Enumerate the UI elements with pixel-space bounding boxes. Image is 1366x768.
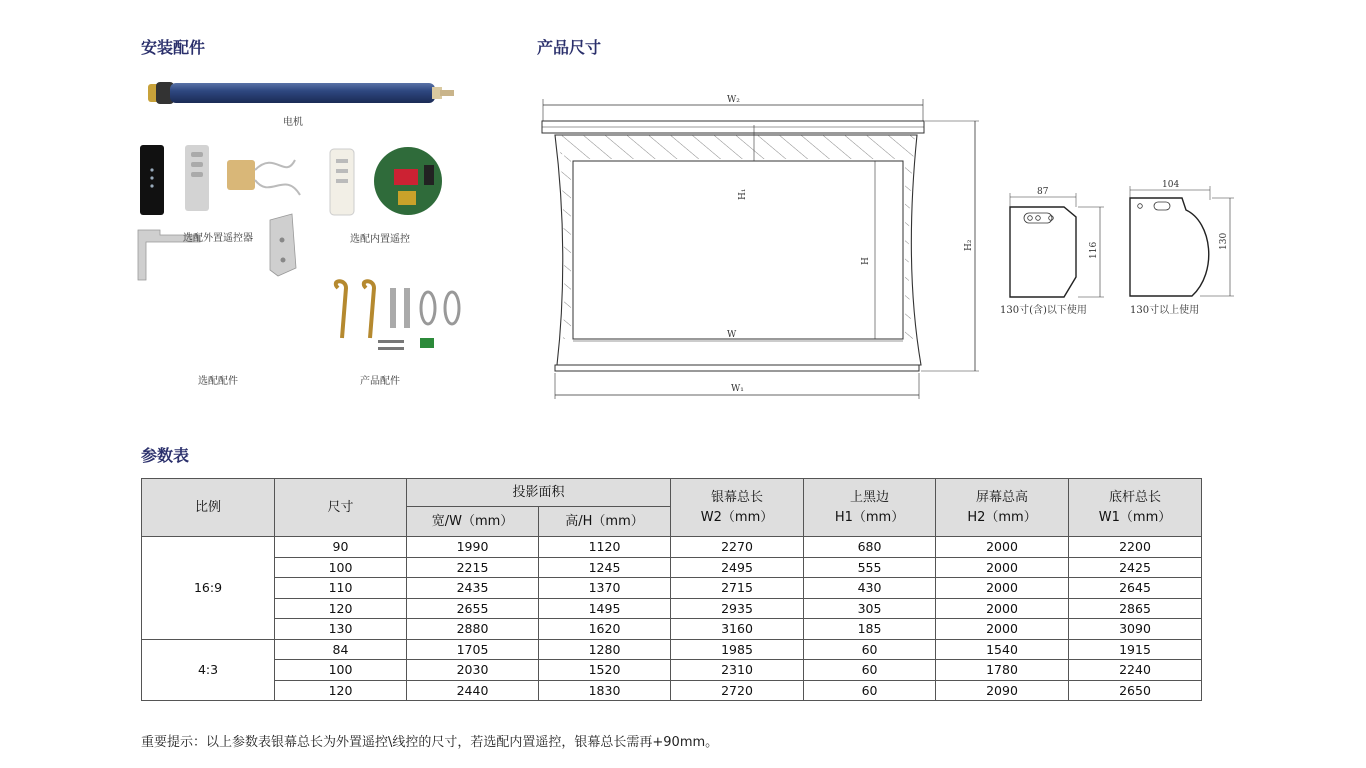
internal-remote-label: 选配内置遥控	[350, 234, 410, 245]
ratio-cell: 4:3	[142, 639, 275, 701]
table-row	[142, 680, 1202, 701]
cell-size: 100	[275, 660, 407, 681]
cell-h: 1280	[539, 639, 671, 660]
cell-w: 1990	[407, 537, 539, 558]
cell-w2: 2715	[671, 578, 804, 599]
cell-w1: 2645	[1069, 578, 1202, 599]
cell-w2: 2310	[671, 660, 804, 681]
cell-w1: 2240	[1069, 660, 1202, 681]
cell-h2: 2000	[936, 537, 1069, 558]
cell-size: 84	[275, 639, 407, 660]
cell-h2: 2000	[936, 557, 1069, 578]
w1-label: W₁	[731, 384, 744, 394]
spec-table	[141, 478, 1202, 701]
cell-w: 1705	[407, 639, 539, 660]
case-small-height: 116	[1089, 241, 1099, 259]
cell-h2: 2000	[936, 598, 1069, 619]
cell-w: 2215	[407, 557, 539, 578]
h1-label: H₁	[738, 188, 748, 200]
case-small-width: 87	[1037, 187, 1049, 197]
accessories-title: 安装配件	[141, 38, 206, 57]
dimensions-title: 产品尺寸	[537, 38, 602, 57]
h-label: H	[861, 257, 871, 265]
cell-h1: 430	[804, 578, 936, 599]
w2-label: W₂	[727, 95, 740, 105]
cell-w: 2030	[407, 660, 539, 681]
cell-h1: 185	[804, 619, 936, 640]
header-ratio: 比例	[142, 479, 275, 537]
cell-w1: 2200	[1069, 537, 1202, 558]
table-row	[142, 660, 1202, 681]
case-large-height: 130	[1219, 232, 1229, 250]
important-note: 重要提示：以上参数表银幕总长为外置遥控\线控的尺寸，若选配内置遥控，银幕总长需再+90mm。	[141, 735, 719, 750]
bracket-image	[130, 210, 305, 282]
cell-h2: 1780	[936, 660, 1069, 681]
cell-w: 2435	[407, 578, 539, 599]
cell-w2: 3160	[671, 619, 804, 640]
cell-size: 120	[275, 680, 407, 701]
case-large-width: 104	[1162, 180, 1180, 190]
cell-w2: 2935	[671, 598, 804, 619]
optional-parts-label: 选配配件	[198, 376, 238, 387]
cell-w2: 2720	[671, 680, 804, 701]
cell-h: 1495	[539, 598, 671, 619]
case-profile-small	[1000, 185, 1110, 320]
cell-h1: 680	[804, 537, 936, 558]
external-remote-image	[135, 140, 305, 220]
ratio-cell: 16:9	[142, 537, 275, 640]
cell-h2: 2000	[936, 578, 1069, 599]
cell-w2: 1985	[671, 639, 804, 660]
cell-size: 120	[275, 598, 407, 619]
motor-image	[140, 76, 460, 112]
cell-h2: 1540	[936, 639, 1069, 660]
internal-remote-image	[328, 145, 448, 220]
cell-w1: 1915	[1069, 639, 1202, 660]
table-row	[142, 598, 1202, 619]
header-top-border: 上黑边 H1（mm）	[804, 479, 936, 537]
params-title: 参数表	[141, 446, 190, 465]
cell-h1: 305	[804, 598, 936, 619]
motor-label: 电机	[283, 117, 303, 128]
cell-h: 1120	[539, 537, 671, 558]
cell-w: 2655	[407, 598, 539, 619]
table-row	[142, 578, 1202, 599]
cell-size: 90	[275, 537, 407, 558]
h2-label: H₂	[964, 239, 974, 251]
header-screen-total: 银幕总长 W2（mm）	[671, 479, 804, 537]
cell-w1: 2865	[1069, 598, 1202, 619]
header-width: 宽/W（mm）	[407, 507, 539, 537]
cell-w: 2440	[407, 680, 539, 701]
cell-h1: 60	[804, 639, 936, 660]
product-parts-image	[328, 278, 468, 353]
table-row	[142, 619, 1202, 640]
cell-size: 110	[275, 578, 407, 599]
case-small-caption: 130寸(含)以下使用	[1000, 305, 1087, 316]
cell-w1: 2425	[1069, 557, 1202, 578]
cell-w: 2880	[407, 619, 539, 640]
cell-h1: 555	[804, 557, 936, 578]
cell-h2: 2000	[936, 619, 1069, 640]
cell-w2: 2495	[671, 557, 804, 578]
cell-h1: 60	[804, 660, 936, 681]
cell-h2: 2090	[936, 680, 1069, 701]
table-row	[142, 639, 1202, 660]
cell-w1: 3090	[1069, 619, 1202, 640]
table-row	[142, 537, 1202, 558]
cell-h: 1370	[539, 578, 671, 599]
cell-h1: 60	[804, 680, 936, 701]
w-label: W	[727, 330, 737, 340]
cell-w1: 2650	[1069, 680, 1202, 701]
case-large-caption: 130寸以上使用	[1130, 305, 1200, 316]
screen-dimension-drawing	[535, 95, 985, 405]
cell-size: 100	[275, 557, 407, 578]
cell-h: 1520	[539, 660, 671, 681]
header-height: 高/H（mm）	[539, 507, 671, 537]
cell-h: 1830	[539, 680, 671, 701]
header-projection-area: 投影面积	[407, 479, 671, 507]
cell-w2: 2270	[671, 537, 804, 558]
table-row	[142, 557, 1202, 578]
cell-h: 1245	[539, 557, 671, 578]
external-remote-label: 选配外置遥控器	[183, 233, 253, 244]
case-profile-large	[1120, 180, 1245, 320]
cell-size: 130	[275, 619, 407, 640]
cell-h: 1620	[539, 619, 671, 640]
header-screen-height: 屏幕总高 H2（mm）	[936, 479, 1069, 537]
header-bar-total: 底杆总长 W1（mm）	[1069, 479, 1202, 537]
product-parts-label: 产品配件	[360, 376, 400, 387]
header-size: 尺寸	[275, 479, 407, 537]
